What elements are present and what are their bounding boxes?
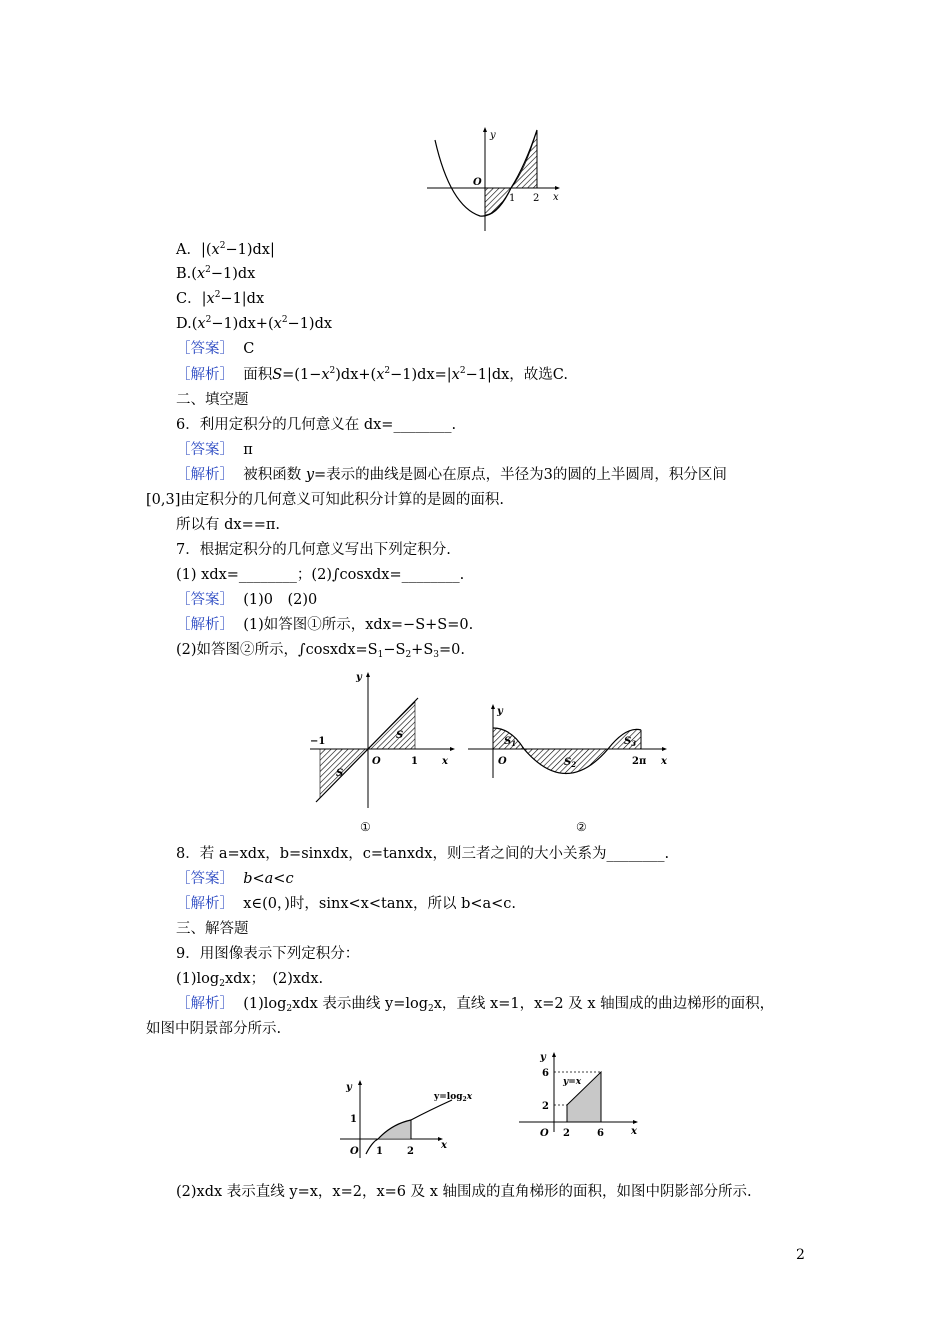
q7-answer: ［答案］ (1)0 (2)0: [176, 592, 318, 608]
q5-option-b: $B.(x^2-1)dx$: [176, 265, 256, 282]
figure-q7-linear: [310, 668, 460, 834]
q8-answer: ［答案］ b<a<c: [176, 871, 294, 887]
origin-label: O: [498, 756, 507, 767]
shaded-region: [378, 1120, 411, 1139]
x-axis-label: x: [441, 1140, 447, 1151]
tick-2: 2: [533, 193, 540, 204]
y-axis-label: y: [490, 130, 496, 141]
tick-1: 1: [411, 756, 418, 767]
area-label-s3: $S_3$: [624, 736, 637, 748]
caption: ①: [360, 820, 371, 834]
tick-2pi: 2π: [632, 756, 647, 767]
q8-analysis: ［解析］ x∈(0，)时，sinx<x<tanx，所以 b<a<c.: [176, 896, 517, 912]
origin-label: O: [540, 1128, 549, 1139]
section-3-title: 三、解答题: [176, 921, 249, 937]
q9-analysis-1: ［解析］ $(1)\log_2xdx$ 表示曲线 $y=\log_2x$，直线 x=1，x=2 及 x 轴围成的曲边梯形的面积，: [176, 996, 775, 1014]
area-label-s1: $S_1$: [504, 736, 517, 748]
origin-label: O: [350, 1146, 359, 1157]
x-axis-label: x: [661, 756, 667, 767]
origin-label: O: [372, 756, 381, 767]
q6-stem: 6．利用定积分的几何意义在 dx=________.: [176, 417, 457, 433]
tick-1: 1: [509, 193, 516, 204]
shaded-region-below: [485, 188, 511, 215]
figure-q5-parabola: [425, 126, 565, 236]
y-axis-label: y: [497, 706, 503, 717]
q7-parts: (1) xdx=________；(2)∫cosxdx=________.: [176, 567, 465, 583]
area-label-upper: S: [396, 730, 404, 741]
figure-q7-cosine: [466, 668, 676, 834]
q7-analysis-2: (2)如答图②所示，$\int cosxdx=S_1-S_2+S_3=0$.: [176, 642, 465, 660]
x-axis-label: x: [631, 1126, 637, 1137]
line-label: y=x: [563, 1077, 582, 1087]
figure-q9-trapezoid: [515, 1048, 655, 1138]
tick-x-2: 2: [563, 1128, 570, 1139]
q9-analysis-2: (2)xdx 表示直线 y=x，x=2，x=6 及 x 轴围成的直角梯形的面积，如图中阴影部分所示.: [176, 1184, 752, 1200]
section-2-title: 二、填空题: [176, 392, 249, 408]
q5-analysis: ［解析］ 面积$S=(1-x^2)dx+(x^2-1)dx=|x^2-1|dx$，故选C.: [176, 366, 568, 383]
tick-x-6: 6: [597, 1128, 604, 1139]
q6-answer: ［答案］ π: [176, 442, 253, 458]
q5-option-a: A．$|(x^2-1)dx|$: [176, 241, 275, 258]
x-axis-label: x: [442, 756, 448, 767]
area-label-lower: S: [336, 768, 344, 779]
caption: ②: [576, 820, 587, 834]
area-label-s2: $S_2$: [564, 757, 577, 769]
origin-label: O: [473, 177, 482, 188]
page-number: 2: [796, 1247, 805, 1263]
curve-label: $y=\log_2x$: [434, 1092, 473, 1103]
q5-option-d: $D.(x^2-1)dx+(x^2-1)dx$: [176, 315, 333, 332]
y-axis-label: y: [540, 1052, 546, 1063]
q6-analysis-line1: ［解析］ 被积函数 y=表示的曲线是圆心在原点，半径为3的圆的上半圆周，积分区间: [176, 467, 727, 483]
x-axis-label: x: [553, 192, 559, 203]
figure-q9-log: [338, 1076, 488, 1176]
tick-y-2: 2: [542, 1101, 549, 1112]
q6-analysis-line3: 所以有 dx==π.: [176, 517, 281, 533]
q7-analysis-1: ［解析］ (1)如答图①所示，xdx=−S+S=0.: [176, 617, 474, 633]
q8-stem: 8．若 a=xdx，b=sinxdx，c=tanxdx，则三者之间的大小关系为________.: [176, 846, 670, 862]
q9-analysis-1-line2: 如图中阴景部分所示.: [146, 1021, 282, 1037]
y-axis-label: y: [346, 1082, 352, 1093]
q6-analysis-line2: [0,3]由定积分的几何意义可知此积分计算的是圆的面积.: [146, 492, 504, 508]
tick-y-6: 6: [542, 1068, 549, 1079]
tick-x-2: 2: [407, 1146, 414, 1157]
q9-parts: $(1)\log_2xdx$； (2)xdx.: [176, 971, 324, 989]
q5-answer: ［答案］ C: [176, 341, 255, 357]
q9-stem: 9．用图像表示下列定积分：: [176, 946, 360, 962]
tick-x-1: 1: [376, 1146, 383, 1157]
q5-option-c: C．$|x^2-1|dx$: [176, 290, 265, 307]
tick-y-1: 1: [350, 1114, 357, 1125]
tick-neg1: −1: [310, 736, 326, 747]
y-axis-label: y: [356, 672, 362, 683]
shaded-region-above: [511, 130, 537, 188]
q7-stem: 7．根据定积分的几何意义写出下列定积分.: [176, 542, 451, 558]
